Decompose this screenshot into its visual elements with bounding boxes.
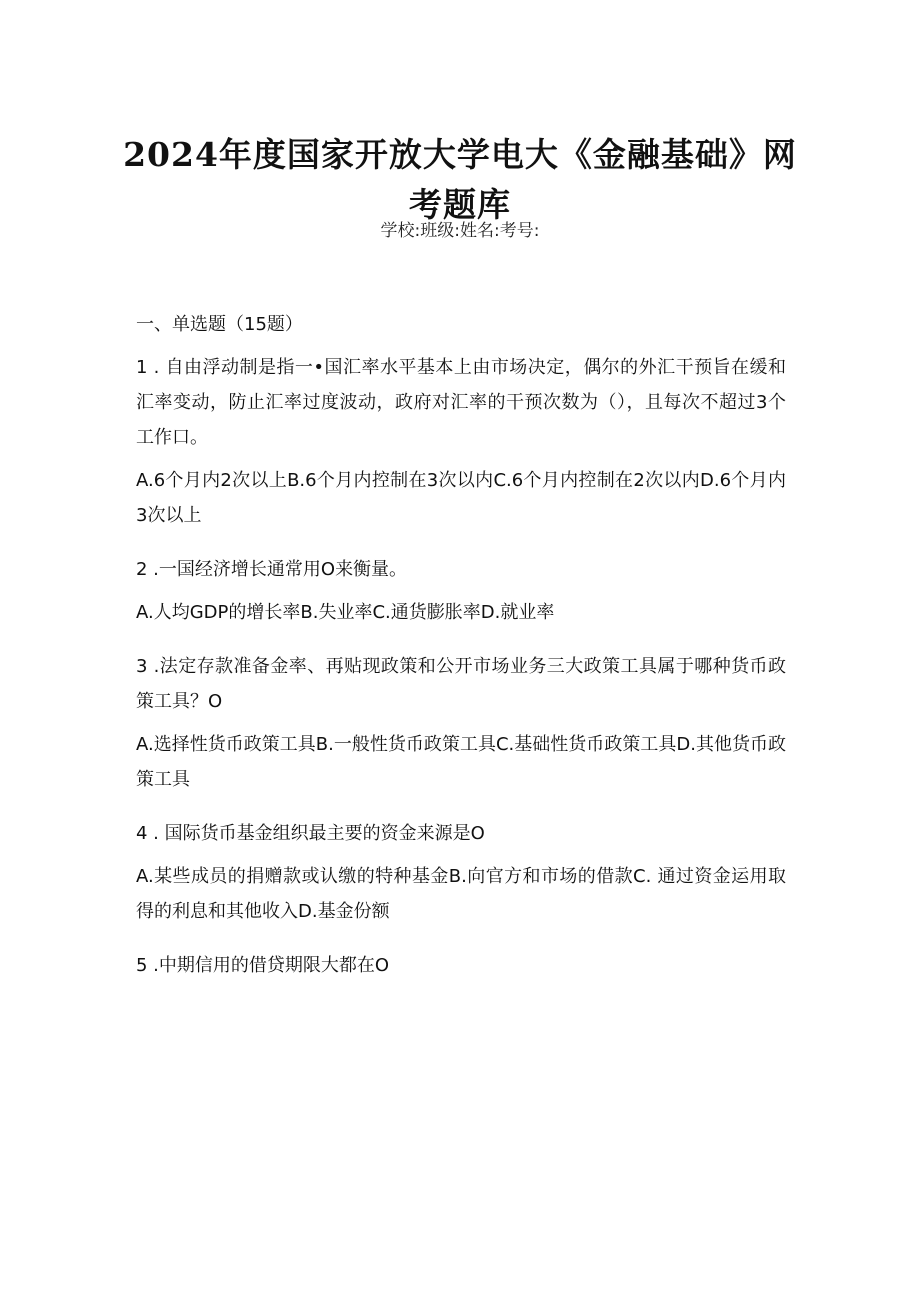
question-options: A.选择性货币政策工具B.一般性货币政策工具C.基础性货币政策工具D.其他货币政策工具	[136, 734, 786, 790]
question-3	[136, 649, 786, 797]
question-1	[136, 350, 786, 533]
question-stem: 1 . 自由浮动制是指一•国汇率水平基本上由市场决定，偶尔的外汇干预旨在缓和汇率变动，防止汇率过度波动，政府对汇率的干预次数为（），且每次不超过3个工作口。	[136, 357, 786, 448]
question-2	[136, 552, 786, 630]
section-heading: 一、单选题（15题）	[136, 314, 303, 335]
document-title	[100, 130, 820, 230]
question-4	[136, 816, 786, 929]
title-line-1: 2024年度国家开放大学电大《金融基础》网	[123, 135, 797, 175]
question-stem: 5 .中期信用的借贷期限大都在O	[136, 955, 390, 976]
question-options: A.某些成员的捐赠款或认缴的特种基金B.向官方和市场的借款C. 通过资金运用取得的利息和其他收入D.基金份额	[136, 866, 786, 922]
title-line-2: 考题库	[409, 185, 511, 225]
question-stem: 4 . 国际货币基金组织最主要的资金来源是O	[136, 823, 485, 844]
question-stem: 2 .一国经济增长通常用O来衡量。	[136, 559, 408, 580]
question-list	[136, 310, 786, 1002]
question-options: A.人均GDP的增长率B.失业率C.通货膨胀率D.就业率	[136, 602, 555, 623]
student-info-line: 学校:班级:姓名:考号:	[380, 221, 540, 241]
question-stem: 3 .法定存款准备金率、再贴现政策和公开市场业务三大政策工具属于哪种货币政策工具？O	[136, 656, 786, 712]
question-options: A.6个月内2次以上B.6个月内控制在3次以内C.6个月内控制在2次以内D.6个月内3次以上	[136, 470, 786, 526]
question-5	[136, 948, 786, 983]
